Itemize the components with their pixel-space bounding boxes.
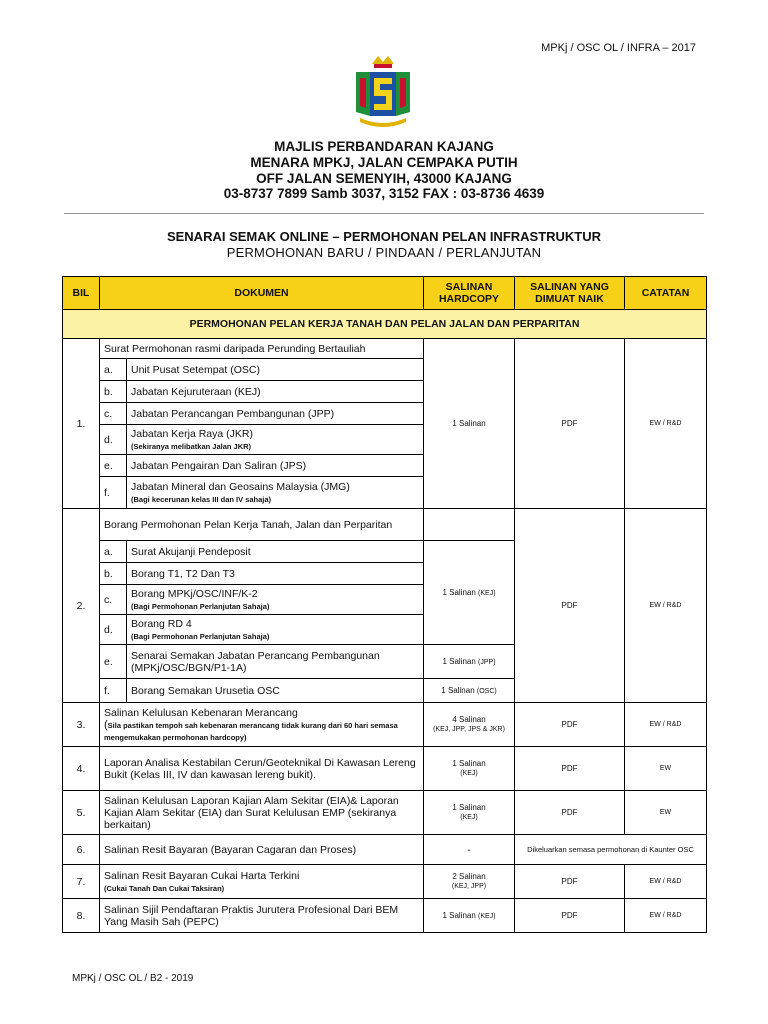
item-letter: a. [100,359,127,381]
item-note: (Bagi Permohonan Perlanjutan Sahaja) [131,631,270,641]
item-letter: e. [100,645,127,679]
item-note: (Sekiranya melibatkan Jalan JKR) [131,441,252,451]
hardcopy-count [424,679,515,703]
hardcopy-count [424,747,515,791]
item-letter: a. [100,541,127,563]
footer-reference: MPKj / OSC OL / B2 - 2019 [72,973,194,984]
header-divider [64,213,704,214]
hardcopy-text: 1 Salinan [442,657,476,666]
item-letter: d. [100,615,127,645]
item-text: Jabatan Kejuruteraan (KEJ) [127,381,424,403]
hardcopy-count [424,791,515,835]
hardcopy-text: 2 Salinan [452,872,486,881]
table-row [63,703,707,747]
hardcopy-text: 4 Salinan [452,715,486,724]
document-name: Salinan Resit Bayaran (Bayaran Cagaran dan Proses) [100,835,424,865]
document-name [100,865,424,899]
col-hardcopy: SALINAN HARDCOPY [424,277,515,310]
hardcopy-text: 1 Salinan [442,911,476,920]
item-text [127,585,424,615]
item-title: Salinan Kelulusan Kebenaran Merancang [104,706,298,719]
mpkj-crest-logo [352,54,414,130]
item-title: Jabatan Kerja Raya (JKR) [131,427,253,440]
table-row [63,339,707,359]
item-title: Salinan Resit Bayaran Cukai Harta Terkini [104,869,300,882]
item-text [127,425,424,455]
col-bil: BIL [63,277,100,310]
item-text [127,615,424,645]
hardcopy-dept: (JPP) [478,659,496,666]
row-number: 2. [63,509,100,703]
document-name: Laporan Analisa Kestabilan Cerun/Geoteknikal Di Kawasan Lereng Bukit (Kelas III, IV dan kawasan lereng bukit). [100,747,424,791]
hardcopy-text: 1 Salinan [452,759,486,768]
document-name: Borang Permohonan Pelan Kerja Tanah, Jalan dan Perparitan [100,509,424,541]
item-title: Borang MPKj/OSC/INF/K-2 [131,587,258,600]
remark: EW / R&D [625,509,707,703]
hardcopy-count: 1 Salinan [424,339,515,509]
hardcopy-count [424,899,515,933]
row-number: 7. [63,865,100,899]
row-number: 8. [63,899,100,933]
item-letter: d. [100,425,127,455]
hardcopy-dept: (KEJ) [478,913,496,920]
upload-format: PDF [515,339,625,509]
item-note: (Bagi kecerunan kelas III dan IV sahaja) [131,494,272,504]
item-letter: c. [100,585,127,615]
item-text: Jabatan Perancangan Pembangunan (JPP) [127,403,424,425]
checklist-table [62,276,707,933]
hardcopy-text: 1 Salinan [442,588,476,597]
item-title: Jabatan Mineral dan Geosains Malaysia (JMG) [131,480,350,493]
remark: EW / R&D [625,339,707,509]
item-letter: e. [100,455,127,477]
upload-format: PDF [515,747,625,791]
upload-format: PDF [515,791,625,835]
item-letter: f. [100,477,127,509]
council-phone: 03-8737 7899 Samb 3037, 3152 FAX : 03-8736 4639 [223,186,545,201]
upload-format: PDF [515,899,625,933]
hardcopy-count: - [424,835,515,865]
col-dokumen: DOKUMEN [100,277,424,310]
hardcopy-dept: (KEJ, JPP, JPS & JKR) [433,726,505,733]
table-row [63,865,707,899]
section-title: PERMOHONAN PELAN KERJA TANAH DAN PELAN JALAN DAN PERPARITAN [63,310,707,339]
hardcopy-dept: (KEJ, JPP) [451,883,487,890]
upload-format: PDF [515,509,625,703]
item-note: Sila pastikan tempoh sah kebenaran merancang tidak kurang dari 60 hari semasa mengemukakan permohonan hardcopy) [104,720,398,742]
document-title: SENARAI SEMAK ONLINE – PERMOHONAN PELAN INFRASTRUKTUR [166,229,602,244]
row-number: 6. [63,835,100,865]
item-text: Senarai Semakan Jabatan Perancang Pembangunan (MPKj/OSC/BGN/P1-1A) [127,645,424,679]
row-number: 5. [63,791,100,835]
remark-note: Dikeluarkan semasa permohonan di Kaunter OSC [515,835,707,865]
document-name: Surat Permohonan rasmi daripada Perunding Bertauliah [100,339,424,359]
item-note: (Bagi Permohonan Perlanjutan Sahaja) [131,601,270,611]
remark: EW / R&D [625,899,707,933]
item-title: Borang RD 4 [131,617,192,630]
item-text: Borang Semakan Urusetia OSC [127,679,424,703]
table-row [63,835,707,865]
table-header-row [63,277,707,310]
item-text: Unit Pusat Setempat (OSC) [127,359,424,381]
item-letter: b. [100,563,127,585]
item-note: (Cukai Tanah Dan Cukai Taksiran) [104,883,225,893]
remark: EW [625,747,707,791]
col-upload: SALINAN YANG DIMUAT NAIK [515,277,625,310]
table-row [63,747,707,791]
hardcopy-dept: (KEJ) [460,770,478,777]
item-text: Jabatan Pengairan Dan Saliran (JPS) [127,455,424,477]
hardcopy-text: 1 Salinan [441,686,475,695]
document-reference: MPKj / OSC OL / INFRA – 2017 [541,42,696,54]
document-name: Salinan Sijil Pendaftaran Praktis Jurutera Profesional Dari BEM Yang Masih Sah (PEPC) [100,899,424,933]
hardcopy-dept: (KEJ) [478,590,496,597]
document-name: Salinan Kelulusan Kebenaran Merancang (Sila pastikan tempoh sah kebenaran merancang tidak kurang dari 60 hari semasa mengemukakan permohonan hardcopy) [100,703,424,747]
hardcopy-text: 1 Salinan [452,803,486,812]
item-letter: c. [100,403,127,425]
item-text: Borang T1, T2 Dan T3 [127,563,424,585]
upload-format: PDF [515,865,625,899]
council-address-2: OFF JALAN SEMENYIH, 43000 KAJANG [256,171,512,186]
table-row [63,509,707,541]
item-letter: f. [100,679,127,703]
remark: EW / R&D [625,865,707,899]
hardcopy-count [424,645,515,679]
council-address-1: MENARA MPKJ, JALAN CEMPAKA PUTIH [250,155,518,170]
upload-format: PDF [515,703,625,747]
hardcopy-dept: (KEJ) [460,814,478,821]
document-name: Salinan Kelulusan Laporan Kajian Alam Sekitar (EIA)& Laporan Kajian Alam Sekitar (EIA) dan Surat Kelulusan EMP (sekiranya berkaitan) [100,791,424,835]
item-letter: b. [100,381,127,403]
hardcopy-count [424,703,515,747]
remark: EW [625,791,707,835]
section-row [63,310,707,339]
row-number: 1. [63,339,100,509]
hardcopy-empty [424,509,515,541]
row-number: 3. [63,703,100,747]
row-number: 4. [63,747,100,791]
council-name: MAJLIS PERBANDARAN KAJANG [274,139,494,154]
remark: EW / R&D [625,703,707,747]
table-row [63,791,707,835]
hardcopy-dept: (OSC) [476,688,497,695]
item-text: Surat Akujanji Pendeposit [127,541,424,563]
hardcopy-count [424,541,515,645]
document-subtitle: PERMOHONAN BARU / PINDAAN / PERLANJUTAN [226,245,542,260]
hardcopy-count [424,865,515,899]
item-text [127,477,424,509]
col-catatan: CATATAN [625,277,707,310]
table-row [63,899,707,933]
